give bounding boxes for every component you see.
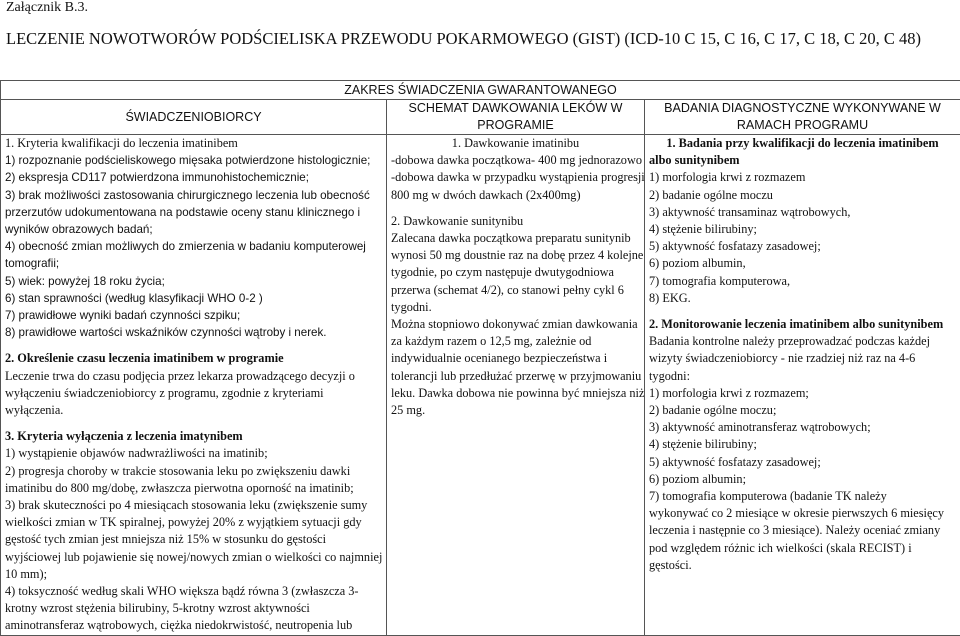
section-title: 1. Dawkowanie imatinibu [391,135,640,152]
text-line: przerzutów udokumentowana na podstawie oceny stanu klinicznego i [5,204,382,221]
text-line: Zalecana dawka początkowa preparatu sunitynib [391,230,640,247]
text-line: tomografii; [5,255,382,272]
monitoring-tests-list [649,333,956,574]
text-line: 4) obecność zmian możliwych do zmierzenia w badaniu komputerowej [5,238,382,255]
text-line: gęstość tych zmian jest mniejsza niż 15% w stosunku do gęstości [5,531,382,548]
exclusion-list [5,445,382,634]
text-line: 3) aktywność transaminaz wątrobowych, [649,204,956,221]
section-title: 3. Kryteria wyłączenia z leczenia imatynibem [5,428,382,445]
section-title: 1. Kryteria kwalifikacji do leczenia imatinibem [5,135,382,152]
section-title: 2. Monitorowanie leczenia imatinibem albo sunitynibem [649,316,956,333]
text-line: 6) stan sprawności (według klasyfikacji WHO 0-2 ) [5,290,382,307]
text-line: 5) wiek: powyżej 18 roku życia; [5,273,382,290]
text-line: 3) brak skuteczności po 4 miesiącach stosowania leku (zwiększenie sumy [5,497,382,514]
text-line: wizyty świadczeniobiorcy - nie rzadziej niż raz na 4-6 [649,350,956,367]
text-line: 8) prawidłowe wartości wskaźników czynności wątroby i nerek. [5,324,382,341]
text-line: pod względem różnic ich wielkości (skala RECIST) i [649,540,956,557]
text-line: imatinibu do 800 mg/dobę, zwłaszcza pierwotna oporność na imatinib; [5,480,382,497]
text-line: 7) prawidłowe wyniki badań czynności szpiku; [5,307,382,324]
text-line: leku. Dawka dobowa nie powinna być mniejsza niż [391,385,640,402]
column-header-row [1,100,960,135]
text-line: Badania kontrolne należy przeprowadzać podczas każdej [649,333,956,350]
group-header: ZAKRES ŚWIADCZENIA GWARANTOWANEGO [1,81,960,100]
criteria-list [5,152,382,341]
text-line: tygodnie, po czym następuje dwutygodniowa [391,264,640,281]
text-line: gęstości. [649,557,956,574]
text-line: indywidualnie ocenianego bezpieczeństwa i [391,350,640,367]
duration-text [5,368,382,420]
section-title: 2. Dawkowanie sunitynibu [391,213,640,230]
text-line: 4) toksyczność według skali WHO większa bądź równa 3 (zwłaszcza 3- [5,583,382,600]
text-line: tygodni: [649,368,956,385]
text-line: 3) brak możliwości zastosowania chirurgicznego leczenia lub obecność [5,187,382,204]
text-line: za każdym razem o 12,5 mg, zależnie od [391,333,640,350]
text-line: wielkości zmian w TK spiralnej, powyżej 20% z wyjątkiem sytuacji gdy [5,514,382,531]
text-line: 6) poziom albumin; [649,471,956,488]
text-line: aminotransferaz wątrobowych, ciężka niedokrwistość, neutropenia lub [5,617,382,634]
text-line: 10 mm); [5,566,382,583]
text-line: krotny wzrost stężenia bilirubiny, 5-krotny wzrost aktywności [5,600,382,617]
text-line: wyników obrazowych badań; [5,221,382,238]
text-line: 2) ekspresja CD117 potwierdzona immunohistochemicznie; [5,169,382,186]
text-line: tygodni. [391,299,640,316]
text-line: 5) aktywność fosfatazy zasadowej; [649,238,956,255]
text-line: 4) stężenie bilirubiny; [649,436,956,453]
text-line: 4) stężenie bilirubiny; [649,221,956,238]
text-line: 2) badanie ogólne moczu [649,187,956,204]
text-line: -dobowa dawka początkowa- 400 mg jednorazowo [391,152,640,169]
text-line: 800 mg w dwóch dawkach (2x400mg) [391,187,640,204]
imatinib-dosage-list [391,152,640,204]
text-line: -dobowa dawka w przypadku wystąpienia progresji [391,169,640,186]
text-line: przerwa (schemat 4/2), co stanowi pełny cykl 6 [391,282,640,299]
text-line: leczenia i następnie co 3 miesiące). Należy oceniać zmiany [649,522,956,539]
text-line: wyłączenia. [5,402,382,419]
text-line: 5) aktywność fosfatazy zasadowej; [649,454,956,471]
text-line: wyjściowej lub pojawienie się nowej/nowych zmian o wielkości co najmniej [5,549,382,566]
beneficiaries-cell [1,135,387,636]
text-line: 25 mg. [391,402,640,419]
content-row [1,135,960,636]
section-title: 1. Badania przy kwalifikacji do leczenia imatinibem [649,135,956,152]
text-line: 1) wystąpienie objawów nadwrażliwości na imatinib; [5,445,382,462]
text-line: 1) morfologia krwi z rozmazem; [649,385,956,402]
section-title: 2. Określenie czasu leczenia imatinibem w programie [5,350,382,367]
text-line: wyłączeniu świadczeniobiorcy z programu, zgodnie z kryteriami [5,385,382,402]
column-header-beneficiaries: ŚWIADCZENIOBIORCY [1,100,387,135]
qualification-tests-list [649,169,956,307]
sunitinib-dosage-text [391,230,640,419]
text-line: 3) aktywność aminotransferaz wątrobowych; [649,419,956,436]
document-title: LECZENIE NOWOTWORÓW PODŚCIELISKA PRZEWODU POKARMOWEGO (GIST) (ICD-10 C 15, C 16, C 17, C 18, C 20, C 48) [6,28,956,50]
text-line: 2) progresja choroby w trakcie stosowania leku po zwiększeniu dawki [5,463,382,480]
text-line: Leczenie trwa do czasu podjęcia przez lekarza prowadzącego decyzji o [5,368,382,385]
text-line: 6) poziom albumin, [649,255,956,272]
program-table [0,80,960,636]
group-header-row [1,81,960,100]
text-line: wykonywać co 2 miesiące w okresie pierwszych 6 miesięcy [649,505,956,522]
text-line: 8) EKG. [649,290,956,307]
text-line: 1) morfologia krwi z rozmazem [649,169,956,186]
attachment-label: Załącznik B.3. [6,0,88,16]
text-line: tolerancji lub przedłużać przerwę w przyjmowaniu [391,368,640,385]
text-line: 7) tomografia komputerowa (badanie TK należy [649,488,956,505]
column-header-diagnostics: BADANIA DIAGNOSTYCZNE WYKONYWANE W RAMACH PROGRAMU [645,100,960,135]
text-line: 2) badanie ogólne moczu; [649,402,956,419]
text-line: wynosi 50 mg doustnie raz na dobę przez 4 kolejne [391,247,640,264]
dosage-cell [387,135,645,636]
text-line: Można stopniowo dokonywać zmian dawkowania [391,316,640,333]
section-title-continued: albo sunitynibem [649,152,956,169]
diagnostics-cell [645,135,960,636]
column-header-dosage: SCHEMAT DAWKOWANIA LEKÓW W PROGRAMIE [387,100,645,135]
text-line: 1) rozpoznanie podścieliskowego mięsaka potwierdzone histologicznie; [5,152,382,169]
text-line: 7) tomografia komputerowa, [649,273,956,290]
